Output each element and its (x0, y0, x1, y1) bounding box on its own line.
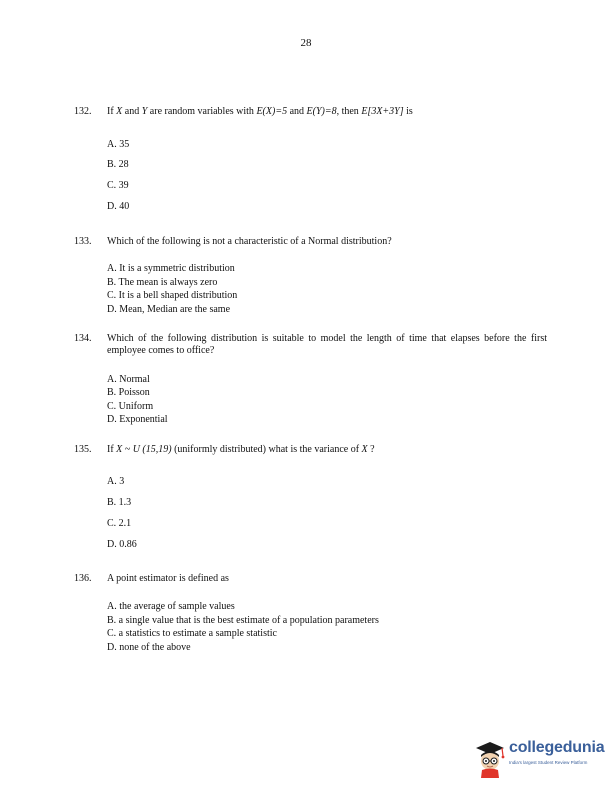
option-c: C. 2.1 (107, 518, 132, 529)
question-text: A point estimator is defined as (107, 573, 229, 584)
question-number: 135. (74, 444, 92, 455)
logo-tagline: India's largest Student Review Platform (509, 760, 588, 765)
math-var-y: Y (141, 106, 148, 117)
option-c: C. 39 (107, 180, 129, 191)
option-b: B. Poisson (107, 387, 150, 398)
text-if: If (107, 106, 114, 117)
question-number: 134. (74, 333, 92, 344)
option-a: A. 35 (107, 139, 130, 150)
text-mid: are random variables with (149, 106, 254, 117)
text-mid: (uniformly distributed) what is the variance of (174, 444, 360, 455)
logo-wordmark: collegedunia (509, 739, 605, 756)
question-text (107, 106, 547, 118)
page-number: 28 (300, 37, 312, 49)
option-b: B. 28 (107, 159, 129, 170)
text-then: , then (336, 106, 359, 117)
question-number: 132. (74, 106, 92, 117)
option-d: D. 40 (107, 201, 130, 212)
math-var-x: X (361, 444, 368, 455)
math-expr: E[3X+3Y] (361, 106, 404, 117)
option-c: C. Uniform (107, 401, 154, 412)
text-and2: and (289, 106, 305, 117)
option-d: D. Mean, Median are the same (107, 304, 231, 315)
question-133 (74, 236, 554, 250)
question-number: 133. (74, 236, 92, 247)
math-distribution: X ~ U (15,19) (116, 444, 172, 455)
text-if: If (107, 444, 114, 455)
option-d: D. Exponential (107, 414, 168, 425)
option-c: C. It is a bell shaped distribution (107, 290, 238, 301)
question-text: Which of the following is not a characteristic of a Normal distribution? (107, 236, 392, 247)
text-end: ? (370, 444, 375, 455)
option-a: A. the average of sample values (107, 601, 235, 612)
option-d: D. 0.86 (107, 539, 137, 550)
option-a: A. Normal (107, 374, 150, 385)
question-136 (74, 573, 554, 587)
option-a: A. 3 (107, 476, 125, 487)
question-text: Which of the following distribution is suitable to model the length of time that elapses before the first employee comes to office? (107, 333, 547, 356)
question-135 (74, 444, 554, 458)
question-text (107, 444, 547, 456)
math-var-x: X (116, 106, 123, 117)
option-d: D. none of the above (107, 642, 191, 653)
option-b: B. The mean is always zero (107, 277, 218, 288)
option-a: A. It is a symmetric distribution (107, 263, 235, 274)
option-b: B. 1.3 (107, 497, 132, 508)
math-ey: E(Y)=8 (306, 106, 337, 117)
collegedunia-logo (473, 739, 608, 779)
option-b: B. a single value that is the best estimate of a population parameters (107, 615, 379, 626)
question-number: 136. (74, 573, 92, 584)
math-ex: E(X)=5 (256, 106, 288, 117)
text-is: is (406, 106, 413, 117)
mascot-icon (473, 739, 507, 779)
question-134 (74, 333, 554, 361)
question-132 (74, 106, 554, 120)
option-c: C. a statistics to estimate a sample statistic (107, 628, 277, 639)
text-and: and (124, 106, 140, 117)
